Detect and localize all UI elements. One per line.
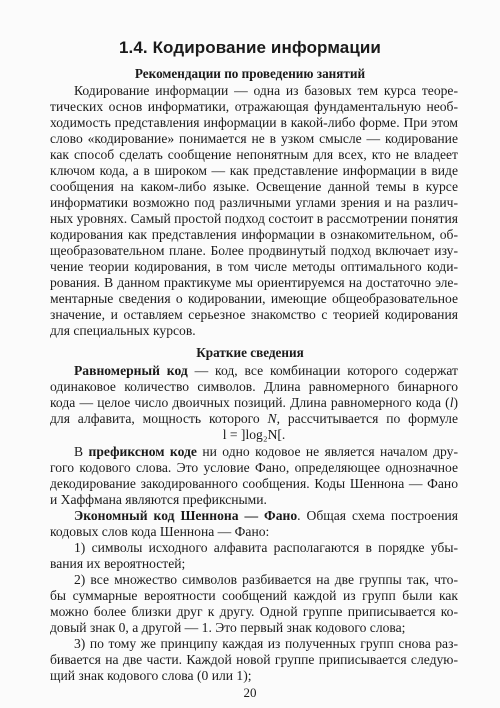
- text-line: ходимость представления информации в какой-либо форме. При этом: [50, 115, 458, 130]
- list-item-line: 1) символы исходного алфавита располагаются в порядке убы-: [74, 540, 458, 555]
- list-item-line: довый знак 0, а другой — 1. Это первый знак кодового слова;: [50, 620, 406, 635]
- text-line: одинаковое количество символов. Длина равномерного бинарного: [50, 379, 458, 394]
- term-shannon-fano: Экономный код Шеннона — Фано: [74, 508, 298, 523]
- text-line: В префиксном коде ни одно кодовое не является началом дру-: [74, 444, 458, 459]
- text-line: чение теории кодирования, в том числе методы оптимального коди-: [50, 259, 458, 274]
- text-line: гого кодового слова. Это условие Фано, определяющее однозначное: [50, 460, 458, 475]
- text-line: кодирования как представления информации в ознакомительном, об-: [50, 227, 458, 242]
- list-item-line: щий знак кодового слова (0 или 1);: [50, 668, 252, 683]
- text-line: тических основ информатики, отражающая фундаментальную необ-: [50, 99, 458, 114]
- list-item-line: вания их вероятностей;: [50, 556, 186, 571]
- text-line: как способ сделать сообщение непонятным для всех, кто не владеет: [50, 147, 458, 162]
- list-item-line: 2) все множество символов разбивается на две группы так, что-: [74, 572, 458, 587]
- text-line: сообщения на каком-либо языке. Освещение данной темы в курсе: [50, 179, 458, 194]
- text-line: и Хаффмана являются префиксными.: [50, 492, 267, 507]
- text-line: ключом кода, а в широком — как представление информации в виде: [50, 163, 458, 178]
- text-line: для алфавита, мощность которого N, рассчитывается по формуле: [50, 411, 458, 426]
- formula: l = ]log₂N[.: [222, 427, 286, 442]
- text-line: значение, и оставляем серьезное знакомство с теорией кодирования: [50, 307, 458, 322]
- term-prefix-code: префиксном коде: [88, 444, 197, 459]
- text-line: слово «кодирование» понимается не в узком смысле — кодирование: [50, 131, 458, 146]
- text-line: кода — целое число двоичных позиций. Длина равномерного кода (l): [50, 395, 458, 410]
- term-uniform-code: Равномерный код: [74, 363, 188, 378]
- text-line: Кодирование информации — одна из базовых тем курса теоре-: [74, 83, 458, 98]
- text-line: ментарные сведения о кодировании, имеющие общеобразовательное: [50, 291, 458, 306]
- list-item-line: бивается на две части. Каждой новой группе приписывается следую-: [50, 652, 458, 667]
- recommendations-heading: Рекомендации по проведению занятий: [134, 66, 366, 81]
- text-line: рования. В данном практикуме мы ориентируемся на достаточно эле-: [50, 275, 458, 290]
- list-item-line: бы суммарные вероятности сообщений каждой из групп были как: [50, 588, 458, 603]
- text-line: для специальных курсов.: [50, 323, 196, 338]
- page-number: 20: [243, 685, 257, 700]
- list-item-line: 3) по тому же принципу каждая из полученных групп снова раз-: [74, 636, 458, 651]
- section-title: 1.4. Кодирование информации: [119, 38, 381, 57]
- text-line: ных уровнях. Самый простой подход состоит в рассмотрении понятия: [50, 211, 458, 226]
- text-line: информатики возможно под различными углами зрения и на различ-: [50, 195, 458, 210]
- text-line: щеобразовательном плане. Более продвинутый подход включает изу-: [50, 243, 458, 258]
- text-line: кодовых слов кода Шеннона — Фано:: [50, 524, 270, 539]
- text-line: Равномерный код — код, все комбинации которого содержат: [74, 363, 458, 378]
- text-line: декодирование закодированного сообщения. Коды Шеннона — Фано: [50, 476, 458, 491]
- list-item-line: можно более близки друг к другу. Одной группе приписывается ко-: [50, 604, 458, 619]
- text-line: Экономный код Шеннона — Фано. Общая схема построения: [74, 508, 458, 523]
- brief-info-heading: Краткие сведения: [196, 345, 304, 360]
